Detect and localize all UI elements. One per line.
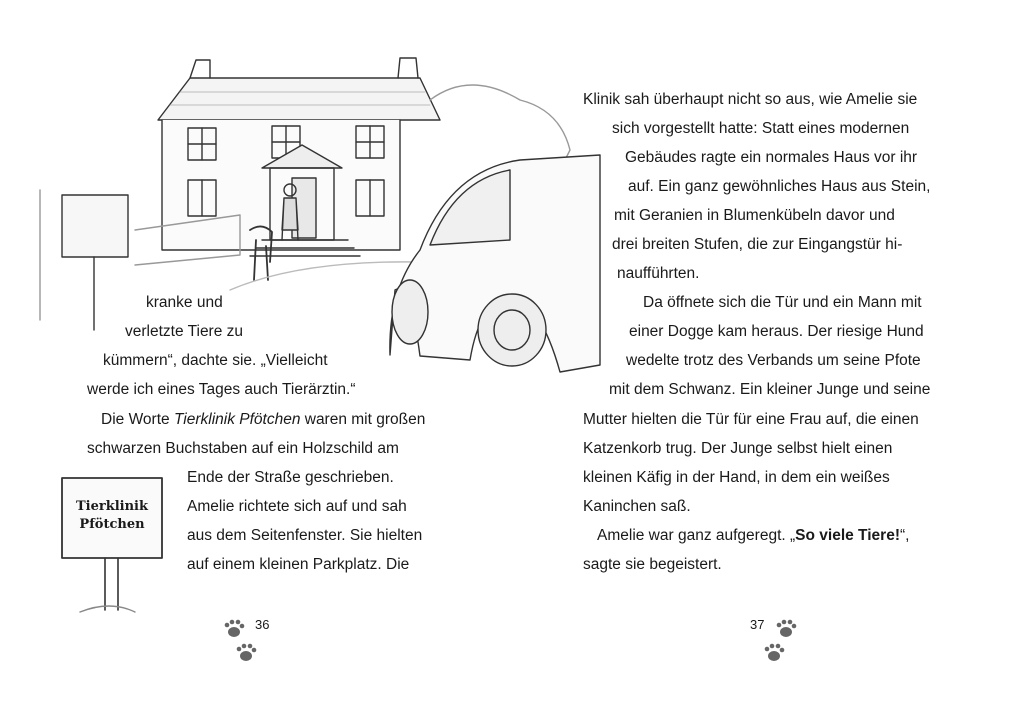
right-line-16: Amelie war ganz aufgeregt. „So viele Tiere!“,	[597, 527, 910, 544]
left-line-8: Amelie richtete sich auf und sah	[187, 498, 407, 515]
left-line-7: Ende der Straße geschrieben.	[187, 469, 394, 486]
sign-line-1: Tierklinik	[75, 499, 148, 514]
right-line-8: Da öffnete sich die Tür und ein Mann mit	[643, 294, 922, 311]
right-line-14: kleinen Käfig in der Hand, in dem ein weißes	[583, 469, 890, 486]
right-line-15: Kaninchen saß.	[583, 498, 691, 515]
left-line-4: werde ich eines Tages auch Tierärztin.“	[87, 381, 356, 398]
left-line-9: aus dem Seitenfenster. Sie hielten	[187, 527, 423, 544]
sign-line-2: Pfötchen	[79, 517, 145, 532]
left-line-10: auf einem kleinen Parkplatz. Die	[187, 556, 410, 573]
page-number-right: 37	[750, 617, 765, 632]
right-line-13: Katzenkorb trug. Der Junge selbst hielt einen	[583, 440, 893, 457]
right-line-4: auf. Ein ganz gewöhnliches Haus aus Stein,	[628, 178, 931, 195]
right-line-10: wedelte trotz des Verbands um seine Pfote	[626, 352, 921, 369]
left-line-6: schwarzen Buchstaben auf ein Holzschild am	[87, 440, 399, 457]
right-line-3: Gebäudes ragte ein normales Haus vor ihr	[625, 149, 918, 166]
right-line-17: sagte sie begeistert.	[583, 556, 722, 573]
sign-label	[64, 498, 160, 534]
left-line-5: Die Worte Tierklinik Pfötchen waren mit großen	[101, 411, 426, 428]
right-line-9: einer Dogge kam heraus. Der riesige Hund	[629, 323, 924, 340]
paw-prints-icon-right	[760, 618, 800, 666]
left-line-1: kranke und	[146, 294, 223, 311]
right-line-2: sich vorgestellt hatte: Statt eines modernen	[612, 120, 910, 137]
left-line-3: kümmern“, dachte sie. „Vielleicht	[103, 352, 328, 369]
right-line-11: mit dem Schwanz. Ein kleiner Junge und seine	[609, 381, 931, 398]
right-line-6: drei breiten Stufen, die zur Eingangstür hi-	[612, 236, 903, 253]
right-line-5: mit Geranien in Blumenkübeln davor und	[614, 207, 895, 224]
right-line-12: Mutter hielten die Tür für eine Frau auf, die einen	[583, 411, 919, 428]
left-line-2: verletzte Tiere zu	[125, 323, 244, 340]
right-line-1: Klinik sah überhaupt nicht so aus, wie Amelie sie	[583, 91, 918, 108]
page-number-left: 36	[255, 617, 270, 632]
right-line-7: naufführten.	[617, 265, 700, 282]
